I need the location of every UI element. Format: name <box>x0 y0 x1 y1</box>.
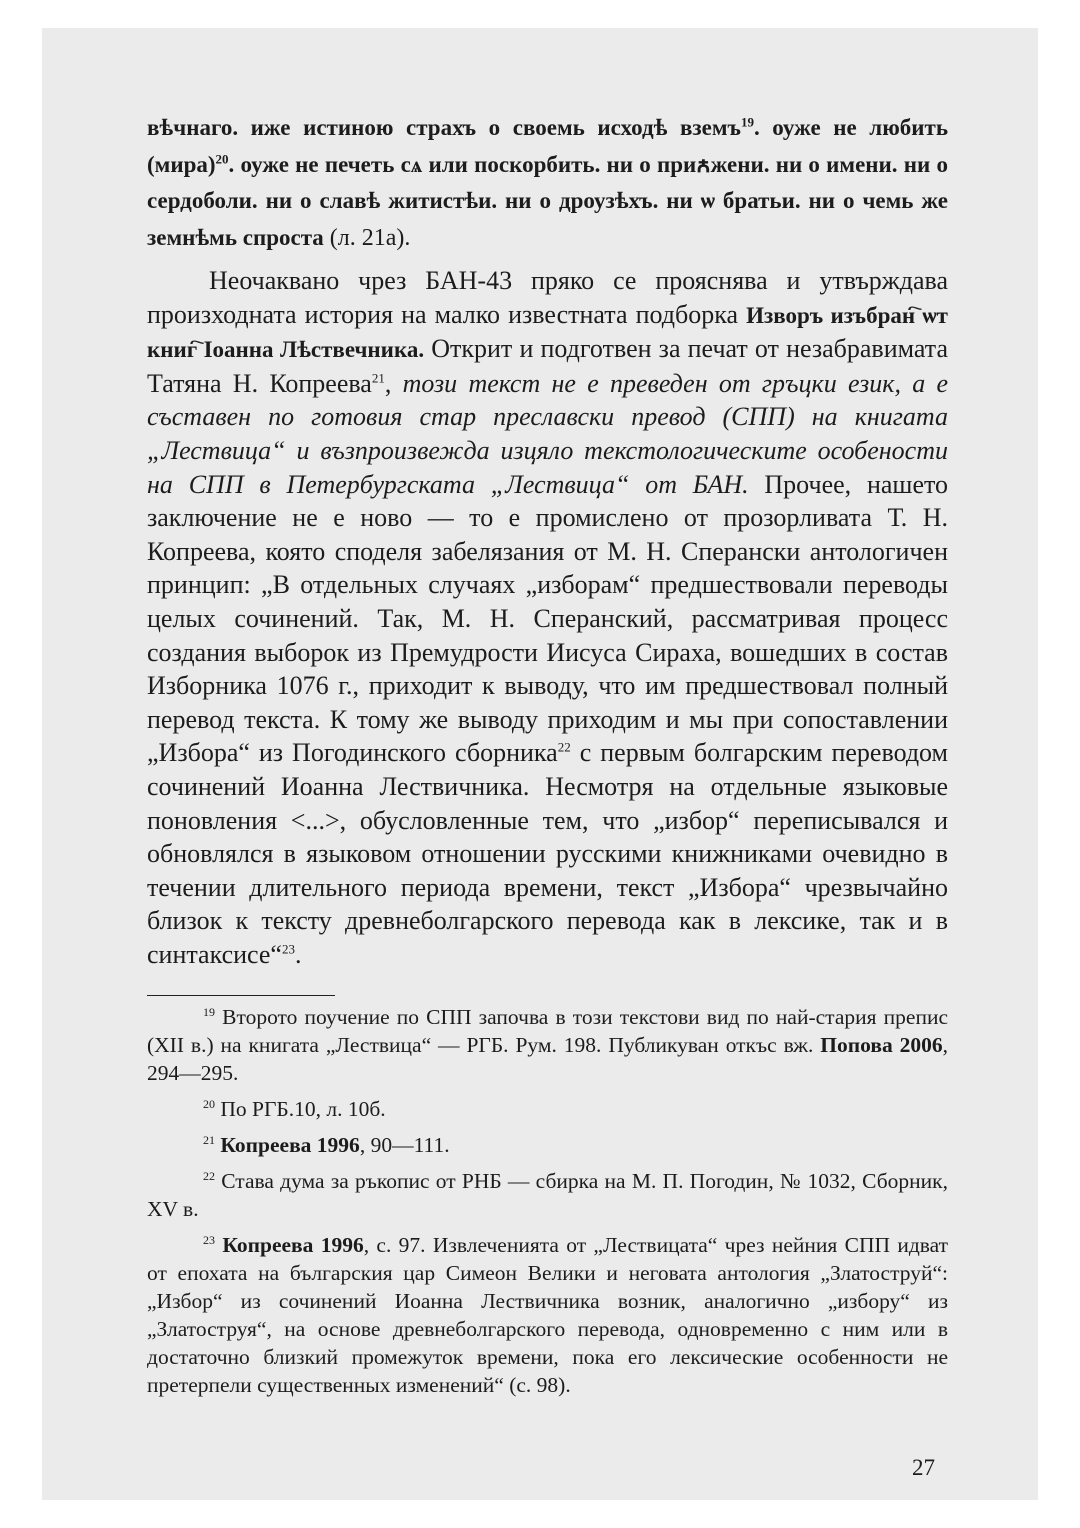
page-number: 27 <box>912 1455 935 1480</box>
footnote-ref-19: 19 <box>740 114 754 130</box>
footnote-text-end: , 294—295. <box>147 1033 948 1085</box>
para-text-5: с первым болгарским переводом сочинений Иоанна Лествичника. Несмотря на отдельные языковые поновления <...>, обусловленные тем, что „избор“ переписывался и обновлялся в языковом отношении русскими книжниками очевидно в течении длительного периода времени, текст „Избора“ чрезвычайно близок к тексту древнеболгарского перевода как в лексике, так и в синтаксисе“ <box>147 738 949 969</box>
footnote-ref-22: 22 <box>557 739 571 755</box>
italic-passage: този текст не е преведен от гръцки език, а е съставен по готовия стар преславски превод (СПП) на книгата „Лествица“ и възпроизвежда изцяло текстологическите особености на СПП в Петербургската „Лествица“ от БАН. <box>147 368 949 499</box>
main-paragraph <box>147 264 948 971</box>
para-text-3: , <box>384 368 403 398</box>
footnote-citation: Копреева 1996 <box>220 1133 360 1157</box>
quote-part-3: . оуже не печеть сѧ или поскорбить. ни о приꙉжени. ни о имени. ни о сердоболи. ни о славѣ житистѣи. ни о дроузѣхъ. ни ѡ братьи. ни о чемь же земнѣмь спроста <box>147 151 948 250</box>
footnote-text: Второто поучение по СПП започва в този текстови вид по най-стария препис (XII в.) на книгата „Лествица“ — РГБ. Рум. 198. Публикуван откъс вж. <box>147 1005 948 1057</box>
quote-reference: (л. 21а). <box>323 224 411 251</box>
footnote-19 <box>147 1003 948 1087</box>
para-text-2: Открит и подготвен за печат от незабравимата Татяна Н. Копреева <box>147 334 948 398</box>
footnote-number: 22 <box>203 1168 215 1183</box>
footnote-ref-21: 21 <box>371 370 385 386</box>
footnote-text-end: , с. 97. Извлеченията от „Лествицата“ чрез нейния СПП идват от епохата на българския цар Симеон Велики и неговата антология „Златоструй“: „Избор“ из сочинений Иоанна Лествичника возник, аналогично „избору“ из „Златоструя“, на основе древнеболгарского перевода, одновременно с ним или в достаточно близкий промежуток времени, пока его лексические особенности не претерпели существенных изменений“ (с. 98). <box>147 1233 949 1397</box>
footnotes <box>147 1003 948 1407</box>
main-text <box>147 110 948 971</box>
para-text-4: Прочее, нашето заключение не е ново — то е промислено от прозорливата Т. Н. Копреева, която споделя забелязания от М. Н. Сперански антологичен принцип: „В отдельных случаях „изборам“ предшествовали переводы целых сочинений. Так, М. Н. Сперанский, рассматривая процесс создания выборок из Премудрости Иисуса Сираха, вошедших в состав Изборника 1076 г., приходит к выводу, что им предшествовал полный перевод текста. К тому же выводу приходим и мы при сопоставлении „Избора“ из Погодинского сборника <box>147 469 949 768</box>
footnote-number: 21 <box>203 1132 215 1147</box>
footnote-21 <box>147 1131 948 1159</box>
footnote-text: По РГБ.10, л. 10б. <box>215 1097 386 1121</box>
footnote-number: 19 <box>203 1004 215 1019</box>
footnote-20 <box>147 1095 948 1123</box>
footnote-text-end: , 90—111. <box>359 1133 450 1157</box>
footnote-ref-20: 20 <box>215 150 229 166</box>
footnote-ref-23: 23 <box>281 941 295 957</box>
quote-part-2: . оуже не любить (мира) <box>147 115 948 177</box>
footnote-separator <box>147 995 335 996</box>
footnote-number: 23 <box>203 1232 215 1247</box>
slavonic-quote <box>147 110 948 256</box>
footnote-citation: Попова 2006 <box>820 1033 943 1057</box>
footnote-text: Става дума за ръкопис от РНБ — сбирка на М. П. Погодин, № 1032, Сборник, XV в. <box>147 1169 948 1221</box>
para-text-1: Неочаквано чрез БАН-43 пряко се прояснява и утвърждава произходната история на малко известната подборка <box>147 266 948 329</box>
footnote-number: 20 <box>203 1096 215 1111</box>
footnote-22 <box>147 1167 948 1223</box>
para-text-6: . <box>294 939 302 969</box>
quote-part-1: вѣчнаго. иже истиною страхъ о своемь исходѣ вземъ <box>147 115 741 140</box>
slavonic-title: Изворъ изъбран҇ ѡт книг҇ Іоанна Лѣствечника. <box>147 302 948 363</box>
footnote-citation: Копреева 1996 <box>222 1233 364 1257</box>
footnote-23 <box>147 1231 948 1399</box>
